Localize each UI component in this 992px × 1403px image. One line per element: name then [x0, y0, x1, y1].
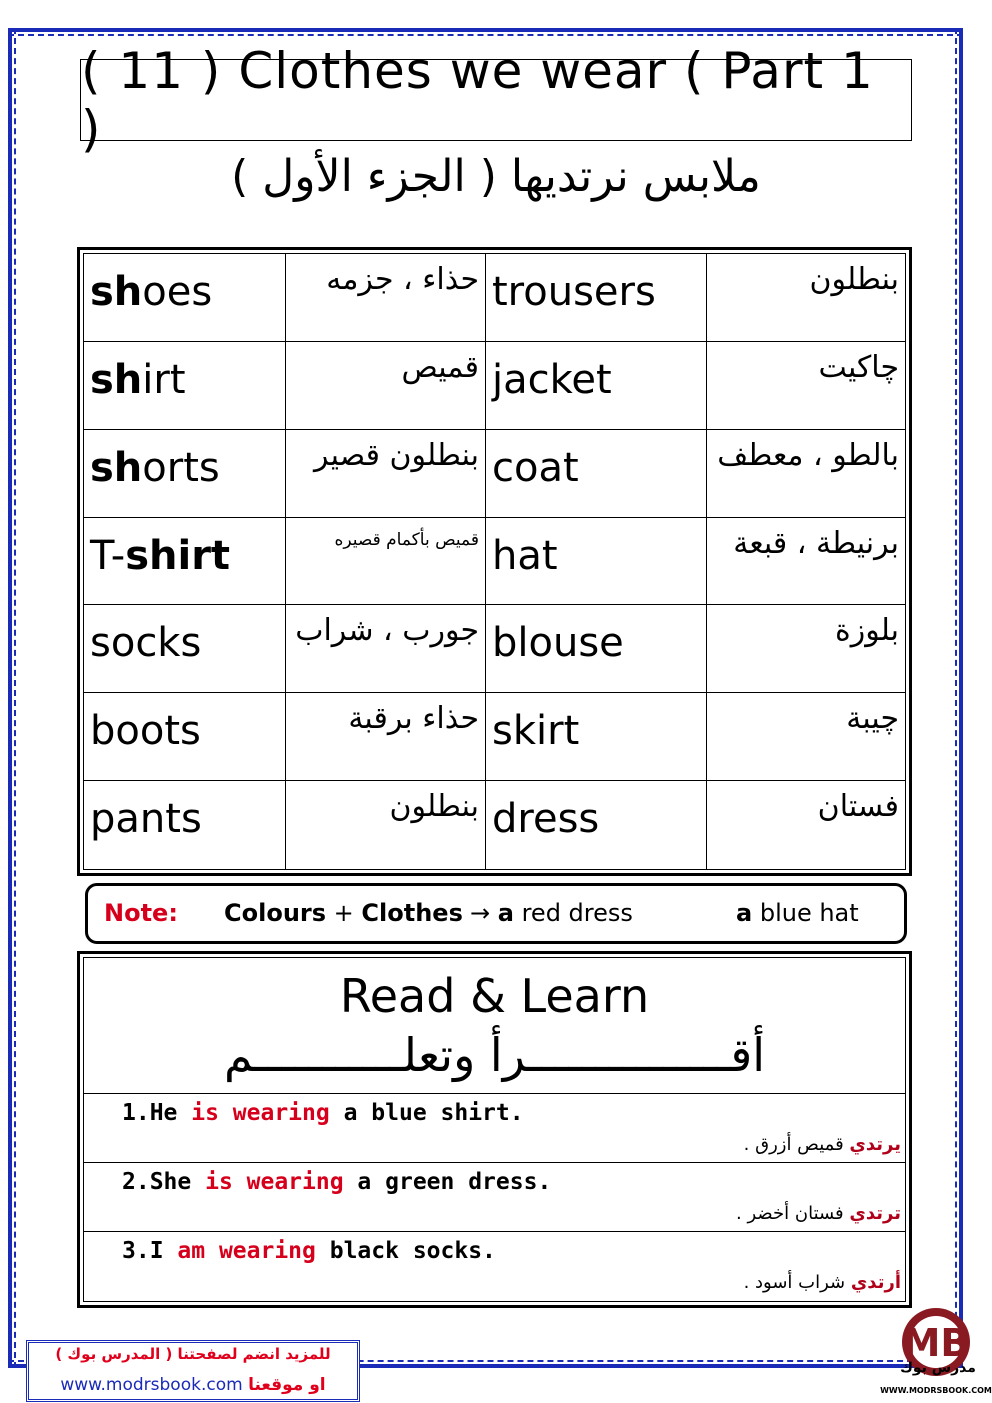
vocab-arabic-meaning: حذاء برقبة [286, 693, 486, 781]
formula-colours: Colours [224, 899, 327, 927]
read-and-learn-title: Read & Learn [339, 969, 650, 1023]
vocab-english-word: T-shirt [84, 518, 286, 606]
frame-dash-top [8, 34, 963, 36]
note-formula [224, 886, 463, 941]
sentence-arabic [744, 1134, 901, 1155]
sentence-subject: He [149, 1100, 192, 1126]
sh-highlight: shirt [125, 532, 231, 579]
sentence-row [84, 1163, 905, 1232]
page-title-text: ( 11 ) Clothes we wear ( Part 1 ) [81, 42, 874, 158]
note-example-2 [736, 886, 859, 941]
sentence-english [122, 1100, 524, 1126]
logo-brand-text: مدرس بوك [900, 1360, 976, 1376]
footer-promo[interactable] [26, 1340, 360, 1402]
sentence-number: 2. [122, 1169, 150, 1195]
sentence-row [84, 1232, 905, 1301]
vocab-english-word: boots [84, 693, 286, 781]
sentence-arabic-verb: ترتدي [849, 1203, 901, 1224]
vocab-english-word: shirt [84, 342, 286, 430]
vocab-arabic-meaning: بلوزة [707, 605, 905, 693]
example-2-text: blue hat [752, 899, 859, 927]
vocab-arabic-meaning: جورب ، شراب [286, 605, 486, 693]
sentence-verb: am wearing [177, 1238, 316, 1264]
sh-highlight: sh [90, 444, 143, 491]
read-and-learn-header [84, 958, 905, 1094]
sentence-subject: I [149, 1238, 178, 1264]
sh-highlight: sh [90, 356, 143, 403]
example-1-text: red dress [513, 899, 633, 927]
footer-site-label: او موقعنا [248, 1375, 326, 1395]
example-1-article: a [497, 899, 514, 927]
page-subtitle-arabic: ملابس نرتديها ( الجزء الأول ) [231, 151, 761, 202]
footer-url-link[interactable]: www.modrsbook.com [60, 1375, 243, 1395]
sentence-rest: a blue shirt. [329, 1100, 524, 1126]
vocab-english-word: socks [84, 605, 286, 693]
frame-dash-left [14, 28, 16, 1368]
vocab-english-word: shoes [84, 254, 286, 342]
sentence-verb: is wearing [191, 1100, 330, 1126]
vocab-arabic-meaning: چيبة [707, 693, 905, 781]
vocab-english-word: shorts [84, 430, 286, 518]
sentence-number: 1. [122, 1100, 150, 1126]
logo-mark-text: MB [902, 1321, 970, 1365]
read-and-learn-title-arabic: أقـــــــــــــــرأ وتعلـــــــــــم [224, 1028, 765, 1082]
vocab-arabic-meaning: بنطلون [707, 254, 905, 342]
example-2-article: a [736, 899, 753, 927]
vocab-english-word: skirt [486, 693, 707, 781]
vocab-arabic-meaning: بنطلون قصير [286, 430, 486, 518]
sentence-arabic-rest: قميص أزرق . [743, 1134, 850, 1155]
vocab-english-word: blouse [486, 605, 707, 693]
logo-url-text: WWW.MODRSBOOK.COM [880, 1386, 992, 1395]
sentence-rest: a green dress. [343, 1169, 552, 1195]
formula-plus: + [326, 899, 362, 927]
note-box [85, 883, 907, 944]
note-label: Note: [104, 899, 178, 927]
frame-dash-right [955, 28, 957, 1368]
vocab-english-word: coat [486, 430, 707, 518]
modrsbook-logo-icon [880, 1300, 988, 1400]
vocab-english-word: pants [84, 781, 286, 869]
sentence-number: 3. [122, 1238, 150, 1264]
sentence-arabic-rest: فستان أخضر . [736, 1203, 850, 1224]
vocab-arabic-meaning: قميص بأكمام قصيره [286, 518, 486, 606]
vocabulary-grid [83, 253, 906, 870]
note-example-1 [470, 886, 633, 941]
footer-join-text: للمزيد انضم لصفحتنا ( المدرس بوك ) [55, 1345, 331, 1363]
vocab-english-word: hat [486, 518, 707, 606]
vocab-arabic-meaning: بالطو ، معطف [707, 430, 905, 518]
sentence-subject: She [149, 1169, 206, 1195]
footer-website-line [29, 1375, 357, 1395]
sentence-arabic-verb: يرتدي [849, 1134, 901, 1155]
sh-highlight: sh [90, 269, 143, 315]
read-and-learn-inner [83, 957, 906, 1302]
sentence-rest: black socks. [315, 1238, 496, 1264]
vocab-arabic-meaning: فستان [817, 789, 899, 825]
vocabulary-table [77, 247, 912, 876]
vocab-english-word: jacket [486, 342, 707, 430]
sentence-english [122, 1169, 551, 1195]
formula-clothes: Clothes [361, 899, 463, 927]
page-title [80, 42, 912, 158]
sentence-list [84, 1094, 905, 1301]
arrow: → [470, 899, 498, 927]
vocab-arabic-meaning: برنيطة ، قبعة [707, 518, 905, 606]
read-and-learn-box [77, 951, 912, 1308]
sentence-arabic-verb: أرتدي [850, 1272, 901, 1293]
sentence-arabic [744, 1272, 901, 1293]
vocab-english-word: trousers [486, 254, 707, 342]
sentence-arabic-rest: شراب أسود . [743, 1272, 851, 1293]
sentence-verb: is wearing [205, 1169, 344, 1195]
vocab-arabic-meaning: حذاء ، جزمه [286, 254, 486, 342]
sentence-row [84, 1094, 905, 1163]
sentence-english [122, 1238, 496, 1264]
vocab-arabic-meaning: چاكيت [707, 342, 905, 430]
sentence-arabic [736, 1203, 901, 1224]
vocab-arabic-meaning: قميص [286, 342, 486, 430]
vocab-arabic-meaning: بنطلون [286, 781, 486, 869]
vocab-english-word: dress [486, 781, 707, 869]
